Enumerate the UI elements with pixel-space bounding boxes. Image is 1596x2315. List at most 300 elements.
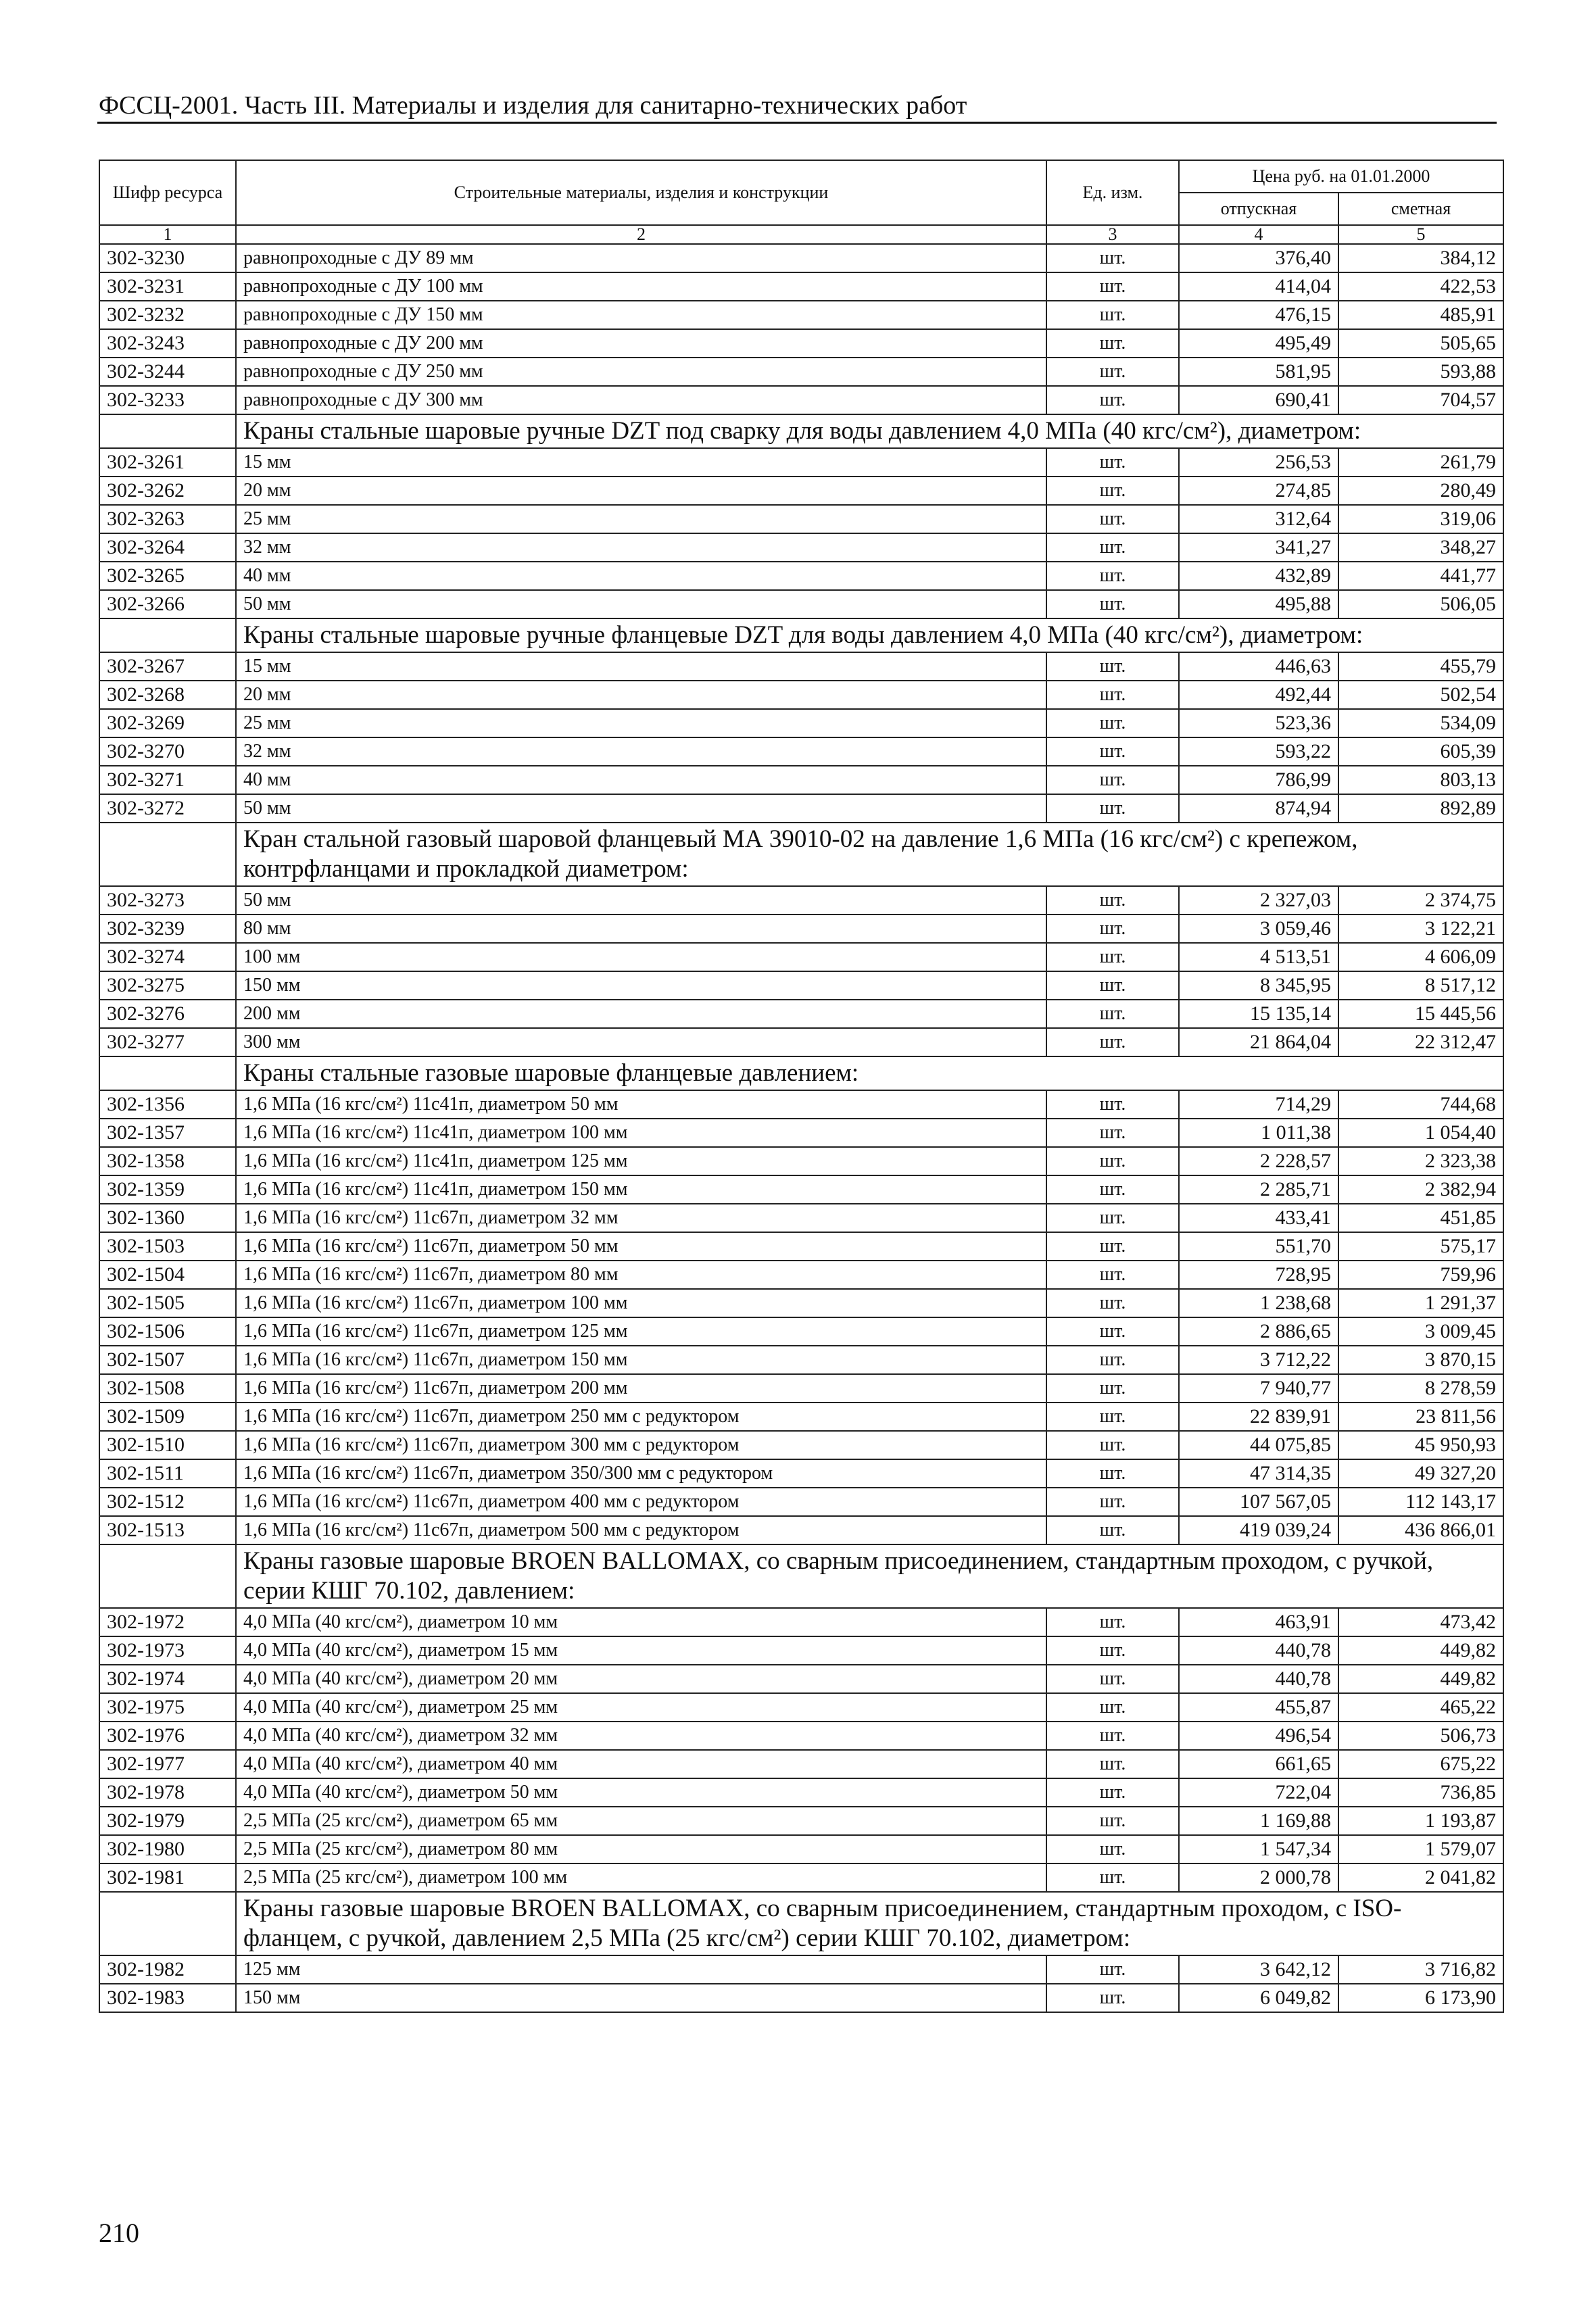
unit-cell: шт. <box>1046 590 1179 618</box>
release-price-cell: 476,15 <box>1179 301 1338 329</box>
name-cell: 80 мм <box>236 915 1046 943</box>
table-row <box>99 737 1503 766</box>
name-cell: 1,6 МПа (16 кгс/см²) 11с41п, диаметром 150 мм <box>236 1175 1046 1204</box>
release-price-cell: 593,22 <box>1179 737 1338 766</box>
release-price-cell: 107 567,05 <box>1179 1488 1338 1516</box>
code-cell: 302-1974 <box>99 1665 236 1693</box>
table-row <box>99 1665 1503 1693</box>
name-cell: 4,0 МПа (40 кгс/см²), диаметром 25 мм <box>236 1693 1046 1722</box>
name-cell: 1,6 МПа (16 кгс/см²) 11с67п, диаметром 500 мм с редуктором <box>236 1516 1046 1544</box>
code-cell: 302-3263 <box>99 505 236 533</box>
unit-cell: шт. <box>1046 386 1179 414</box>
table-row <box>99 1119 1503 1147</box>
group-heading: Краны стальные шаровые ручные фланцевые DZT для воды давлением 4,0 МПа (40 кгс/см²), диаметром: <box>236 618 1503 652</box>
code-cell: 302-3239 <box>99 915 236 943</box>
code-cell <box>99 1892 236 1955</box>
code-cell <box>99 1056 236 1090</box>
estimate-price-cell: 441,77 <box>1338 562 1503 590</box>
group-heading-row <box>99 414 1503 448</box>
name-cell: 4,0 МПа (40 кгс/см²), диаметром 15 мм <box>236 1636 1046 1665</box>
release-price-cell: 256,53 <box>1179 448 1338 477</box>
name-cell: 4,0 МПа (40 кгс/см²), диаметром 50 мм <box>236 1778 1046 1807</box>
name-cell: 40 мм <box>236 562 1046 590</box>
table-row <box>99 766 1503 794</box>
name-cell: 150 мм <box>236 1984 1046 2012</box>
estimate-price-cell: 1 579,07 <box>1338 1835 1503 1863</box>
release-price-cell: 523,36 <box>1179 709 1338 737</box>
price-table <box>99 160 1504 2013</box>
code-cell: 302-3266 <box>99 590 236 618</box>
table-row <box>99 1028 1503 1056</box>
table-row <box>99 448 1503 477</box>
table-row <box>99 1261 1503 1289</box>
estimate-price-cell: 112 143,17 <box>1338 1488 1503 1516</box>
table-row <box>99 386 1503 414</box>
table-row <box>99 272 1503 301</box>
unit-cell: шт. <box>1046 1984 1179 2012</box>
code-cell <box>99 823 236 886</box>
estimate-price-cell: 422,53 <box>1338 272 1503 301</box>
unit-cell: шт. <box>1046 737 1179 766</box>
name-cell: 1,6 МПа (16 кгс/см²) 11с41п, диаметром 100 мм <box>236 1119 1046 1147</box>
estimate-price-cell: 605,39 <box>1338 737 1503 766</box>
unit-cell: шт. <box>1046 1459 1179 1488</box>
column-number: 5 <box>1338 225 1503 244</box>
name-cell: 1,6 МПа (16 кгс/см²) 11с67п, диаметром 150 мм <box>236 1346 1046 1374</box>
unit-cell: шт. <box>1046 1955 1179 1984</box>
table-row <box>99 1317 1503 1346</box>
table-row <box>99 652 1503 681</box>
table-row <box>99 1147 1503 1175</box>
release-price-cell: 661,65 <box>1179 1750 1338 1778</box>
unit-cell: шт. <box>1046 766 1179 794</box>
release-price-cell: 419 039,24 <box>1179 1516 1338 1544</box>
estimate-price-cell: 803,13 <box>1338 766 1503 794</box>
table-body <box>99 244 1503 2012</box>
code-cell: 302-3272 <box>99 794 236 823</box>
unit-cell: шт. <box>1046 1516 1179 1544</box>
name-cell: равнопроходные с ДУ 150 мм <box>236 301 1046 329</box>
unit-cell: шт. <box>1046 505 1179 533</box>
code-cell: 302-3264 <box>99 533 236 562</box>
code-cell: 302-3262 <box>99 477 236 505</box>
estimate-price-cell: 593,88 <box>1338 358 1503 386</box>
code-cell: 302-1512 <box>99 1488 236 1516</box>
table-row <box>99 533 1503 562</box>
group-heading: Краны газовые шаровые BROEN BALLOMAX, со сварным присоединением, стандартным проходом, с ISO-фланцем, с ручкой, давлением 2,5 МПа (25 кгс/см²) серии КШГ 70.102, диаметром: <box>236 1892 1503 1955</box>
table-row <box>99 1608 1503 1636</box>
table-row <box>99 1488 1503 1516</box>
name-cell: равнопроходные с ДУ 100 мм <box>236 272 1046 301</box>
name-cell: 4,0 МПа (40 кгс/см²), диаметром 32 мм <box>236 1722 1046 1750</box>
name-cell: 50 мм <box>236 794 1046 823</box>
table-row <box>99 1807 1503 1835</box>
page-header: ФССЦ-2001. Часть III. Материалы и изделия для санитарно-технических работ <box>99 91 967 120</box>
estimate-price-cell: 3 009,45 <box>1338 1317 1503 1346</box>
unit-cell: шт. <box>1046 943 1179 971</box>
code-cell: 302-1973 <box>99 1636 236 1665</box>
estimate-price-cell: 436 866,01 <box>1338 1516 1503 1544</box>
unit-cell: шт. <box>1046 1317 1179 1346</box>
table-row <box>99 1459 1503 1488</box>
name-cell: 1,6 МПа (16 кгс/см²) 11с67п, диаметром 100 мм <box>236 1289 1046 1317</box>
name-cell: 125 мм <box>236 1955 1046 1984</box>
header-rule <box>97 122 1497 124</box>
estimate-price-cell: 1 193,87 <box>1338 1807 1503 1835</box>
release-price-cell: 4 513,51 <box>1179 943 1338 971</box>
column-number: 4 <box>1179 225 1338 244</box>
table-row <box>99 1204 1503 1232</box>
table-row <box>99 915 1503 943</box>
code-cell: 302-3271 <box>99 766 236 794</box>
estimate-price-cell: 485,91 <box>1338 301 1503 329</box>
group-heading-row <box>99 823 1503 886</box>
table-row <box>99 477 1503 505</box>
unit-cell: шт. <box>1046 1807 1179 1835</box>
release-price-cell: 714,29 <box>1179 1090 1338 1119</box>
unit-cell: шт. <box>1046 886 1179 915</box>
unit-cell: шт. <box>1046 1346 1179 1374</box>
unit-cell: шт. <box>1046 1289 1179 1317</box>
group-heading-row <box>99 1056 1503 1090</box>
release-price-cell: 2 285,71 <box>1179 1175 1338 1204</box>
table-row <box>99 1863 1503 1892</box>
code-cell: 302-1506 <box>99 1317 236 1346</box>
release-price-cell: 495,88 <box>1179 590 1338 618</box>
unit-cell: шт. <box>1046 1835 1179 1863</box>
estimate-price-cell: 1 054,40 <box>1338 1119 1503 1147</box>
estimate-price-cell: 455,79 <box>1338 652 1503 681</box>
unit-cell: шт. <box>1046 709 1179 737</box>
estimate-price-cell: 2 374,75 <box>1338 886 1503 915</box>
unit-cell: шт. <box>1046 244 1179 272</box>
code-cell: 302-3270 <box>99 737 236 766</box>
estimate-price-cell: 23 811,56 <box>1338 1403 1503 1431</box>
estimate-price-cell: 449,82 <box>1338 1636 1503 1665</box>
release-price-cell: 1 238,68 <box>1179 1289 1338 1317</box>
estimate-price-cell: 280,49 <box>1338 477 1503 505</box>
table-row <box>99 1346 1503 1374</box>
estimate-price-cell: 49 327,20 <box>1338 1459 1503 1488</box>
table-row <box>99 1000 1503 1028</box>
unit-cell: шт. <box>1046 533 1179 562</box>
code-cell: 302-3261 <box>99 448 236 477</box>
estimate-price-cell: 465,22 <box>1338 1693 1503 1722</box>
name-cell: 1,6 МПа (16 кгс/см²) 11с67п, диаметром 250 мм с редуктором <box>236 1403 1046 1431</box>
group-heading: Кран стальной газовый шаровой фланцевый МА 39010-02 на давление 1,6 МПа (16 кгс/см²) с крепежом, контрфланцами и прокладкой диаметром: <box>236 823 1503 886</box>
header-code: Шифр ресурса <box>99 160 236 225</box>
table-row <box>99 943 1503 971</box>
table-row <box>99 1778 1503 1807</box>
name-cell: равнопроходные с ДУ 250 мм <box>236 358 1046 386</box>
estimate-price-cell: 736,85 <box>1338 1778 1503 1807</box>
name-cell: 20 мм <box>236 681 1046 709</box>
unit-cell: шт. <box>1046 1693 1179 1722</box>
code-cell: 302-1357 <box>99 1119 236 1147</box>
unit-cell: шт. <box>1046 652 1179 681</box>
code-cell: 302-1503 <box>99 1232 236 1261</box>
release-price-cell: 22 839,91 <box>1179 1403 1338 1431</box>
code-cell <box>99 414 236 448</box>
table-row <box>99 971 1503 1000</box>
release-price-cell: 432,89 <box>1179 562 1338 590</box>
release-price-cell: 274,85 <box>1179 477 1338 505</box>
name-cell: 4,0 МПа (40 кгс/см²), диаметром 10 мм <box>236 1608 1046 1636</box>
code-cell: 302-1359 <box>99 1175 236 1204</box>
estimate-price-cell: 505,65 <box>1338 329 1503 358</box>
name-cell: 150 мм <box>236 971 1046 1000</box>
table-row <box>99 1636 1503 1665</box>
unit-cell: шт. <box>1046 1000 1179 1028</box>
code-cell: 302-3274 <box>99 943 236 971</box>
table-row <box>99 1693 1503 1722</box>
code-cell: 302-1972 <box>99 1608 236 1636</box>
code-cell: 302-1356 <box>99 1090 236 1119</box>
table-row <box>99 590 1503 618</box>
table-row <box>99 709 1503 737</box>
name-cell: 2,5 МПа (25 кгс/см²), диаметром 65 мм <box>236 1807 1046 1835</box>
estimate-price-cell: 8 517,12 <box>1338 971 1503 1000</box>
unit-cell: шт. <box>1046 1488 1179 1516</box>
unit-cell: шт. <box>1046 1175 1179 1204</box>
estimate-price-cell: 15 445,56 <box>1338 1000 1503 1028</box>
unit-cell: шт. <box>1046 1090 1179 1119</box>
name-cell: 1,6 МПа (16 кгс/см²) 11с67п, диаметром 32 мм <box>236 1204 1046 1232</box>
name-cell: равнопроходные с ДУ 89 мм <box>236 244 1046 272</box>
release-price-cell: 728,95 <box>1179 1261 1338 1289</box>
code-cell: 302-1976 <box>99 1722 236 1750</box>
unit-cell: шт. <box>1046 1863 1179 1892</box>
table-row <box>99 505 1503 533</box>
code-cell: 302-1983 <box>99 1984 236 2012</box>
estimate-price-cell: 575,17 <box>1338 1232 1503 1261</box>
name-cell: 1,6 МПа (16 кгс/см²) 11с67п, диаметром 80 мм <box>236 1261 1046 1289</box>
table-row <box>99 886 1503 915</box>
release-price-cell: 690,41 <box>1179 386 1338 414</box>
release-price-cell: 874,94 <box>1179 794 1338 823</box>
code-cell: 302-3231 <box>99 272 236 301</box>
name-cell: равнопроходные с ДУ 300 мм <box>236 386 1046 414</box>
header-unit: Ед. изм. <box>1046 160 1179 225</box>
name-cell: 200 мм <box>236 1000 1046 1028</box>
release-price-cell: 2 886,65 <box>1179 1317 1338 1346</box>
group-heading-row <box>99 1892 1503 1955</box>
release-price-cell: 6 049,82 <box>1179 1984 1338 2012</box>
code-cell: 302-3275 <box>99 971 236 1000</box>
release-price-cell: 3 642,12 <box>1179 1955 1338 1984</box>
estimate-price-cell: 704,57 <box>1338 386 1503 414</box>
name-cell: 1,6 МПа (16 кгс/см²) 11с67п, диаметром 200 мм <box>236 1374 1046 1403</box>
code-cell: 302-3232 <box>99 301 236 329</box>
name-cell: 20 мм <box>236 477 1046 505</box>
name-cell: 1,6 МПа (16 кгс/см²) 11с67п, диаметром 350/300 мм с редуктором <box>236 1459 1046 1488</box>
estimate-price-cell: 45 950,93 <box>1338 1431 1503 1459</box>
table-row <box>99 1722 1503 1750</box>
estimate-price-cell: 506,73 <box>1338 1722 1503 1750</box>
estimate-price-cell: 2 041,82 <box>1338 1863 1503 1892</box>
name-cell: 1,6 МПа (16 кгс/см²) 11с67п, диаметром 400 мм с редуктором <box>236 1488 1046 1516</box>
code-cell: 302-1508 <box>99 1374 236 1403</box>
estimate-price-cell: 744,68 <box>1338 1090 1503 1119</box>
release-price-cell: 446,63 <box>1179 652 1338 681</box>
estimate-price-cell: 319,06 <box>1338 505 1503 533</box>
name-cell: 1,6 МПа (16 кгс/см²) 11с67п, диаметром 300 мм с редуктором <box>236 1431 1046 1459</box>
release-price-cell: 47 314,35 <box>1179 1459 1338 1488</box>
table-row <box>99 244 1503 272</box>
unit-cell: шт. <box>1046 272 1179 301</box>
code-cell: 302-1513 <box>99 1516 236 1544</box>
code-cell: 302-1507 <box>99 1346 236 1374</box>
code-cell: 302-3243 <box>99 329 236 358</box>
unit-cell: шт. <box>1046 301 1179 329</box>
code-cell: 302-3269 <box>99 709 236 737</box>
code-cell: 302-1505 <box>99 1289 236 1317</box>
unit-cell: шт. <box>1046 915 1179 943</box>
name-cell: 15 мм <box>236 448 1046 477</box>
table-row <box>99 1750 1503 1778</box>
release-price-cell: 581,95 <box>1179 358 1338 386</box>
name-cell: 25 мм <box>236 505 1046 533</box>
table-row <box>99 1835 1503 1863</box>
header-price: Цена руб. на 01.01.2000 <box>1179 160 1503 193</box>
estimate-price-cell: 3 716,82 <box>1338 1955 1503 1984</box>
code-cell: 302-3233 <box>99 386 236 414</box>
estimate-price-cell: 2 323,38 <box>1338 1147 1503 1175</box>
group-heading: Краны стальные шаровые ручные DZT под сварку для воды давлением 4,0 МПа (40 кгс/см²), диаметром: <box>236 414 1503 448</box>
code-cell: 302-1979 <box>99 1807 236 1835</box>
estimate-price-cell: 502,54 <box>1338 681 1503 709</box>
unit-cell: шт. <box>1046 1608 1179 1636</box>
code-cell: 302-1975 <box>99 1693 236 1722</box>
unit-cell: шт. <box>1046 477 1179 505</box>
table-row <box>99 358 1503 386</box>
unit-cell: шт. <box>1046 1028 1179 1056</box>
name-cell: 50 мм <box>236 590 1046 618</box>
table-row <box>99 794 1503 823</box>
estimate-price-cell: 8 278,59 <box>1338 1374 1503 1403</box>
code-cell <box>99 618 236 652</box>
table-row <box>99 1090 1503 1119</box>
code-cell: 302-3277 <box>99 1028 236 1056</box>
table-row <box>99 1175 1503 1204</box>
unit-cell: шт. <box>1046 448 1179 477</box>
release-price-cell: 7 940,77 <box>1179 1374 1338 1403</box>
page-number: 210 <box>99 2218 139 2248</box>
release-price-cell: 492,44 <box>1179 681 1338 709</box>
name-cell: 2,5 МПа (25 кгс/см²), диаметром 100 мм <box>236 1863 1046 1892</box>
name-cell: 100 мм <box>236 943 1046 971</box>
unit-cell: шт. <box>1046 1431 1179 1459</box>
estimate-price-cell: 348,27 <box>1338 533 1503 562</box>
release-price-cell: 414,04 <box>1179 272 1338 301</box>
release-price-cell: 496,54 <box>1179 1722 1338 1750</box>
release-price-cell: 786,99 <box>1179 766 1338 794</box>
table-row <box>99 1403 1503 1431</box>
release-price-cell: 495,49 <box>1179 329 1338 358</box>
unit-cell: шт. <box>1046 1750 1179 1778</box>
release-price-cell: 433,41 <box>1179 1204 1338 1232</box>
name-cell: 25 мм <box>236 709 1046 737</box>
unit-cell: шт. <box>1046 681 1179 709</box>
table-row <box>99 1516 1503 1544</box>
table-row <box>99 562 1503 590</box>
estimate-price-cell: 449,82 <box>1338 1665 1503 1693</box>
column-number: 1 <box>99 225 236 244</box>
table-row <box>99 1289 1503 1317</box>
code-cell: 302-1504 <box>99 1261 236 1289</box>
unit-cell: шт. <box>1046 562 1179 590</box>
code-cell: 302-1977 <box>99 1750 236 1778</box>
estimate-price-cell: 1 291,37 <box>1338 1289 1503 1317</box>
unit-cell: шт. <box>1046 358 1179 386</box>
name-cell: 1,6 МПа (16 кгс/см²) 11с67п, диаметром 125 мм <box>236 1317 1046 1346</box>
code-cell: 302-3265 <box>99 562 236 590</box>
code-cell: 302-1978 <box>99 1778 236 1807</box>
unit-cell: шт. <box>1046 1374 1179 1403</box>
group-heading: Краны газовые шаровые BROEN BALLOMAX, со сварным присоединением, стандартным проходом, с ручкой, серии КШГ 70.102, давлением: <box>236 1544 1503 1608</box>
code-cell <box>99 1544 236 1608</box>
release-price-cell: 440,78 <box>1179 1665 1338 1693</box>
table-row <box>99 301 1503 329</box>
estimate-price-cell: 2 382,94 <box>1338 1175 1503 1204</box>
estimate-price-cell: 3 870,15 <box>1338 1346 1503 1374</box>
release-price-cell: 15 135,14 <box>1179 1000 1338 1028</box>
name-cell: 32 мм <box>236 533 1046 562</box>
estimate-price-cell: 4 606,09 <box>1338 943 1503 971</box>
code-cell: 302-1509 <box>99 1403 236 1431</box>
unit-cell: шт. <box>1046 1261 1179 1289</box>
unit-cell: шт. <box>1046 1147 1179 1175</box>
group-heading-row <box>99 618 1503 652</box>
name-cell: 1,6 МПа (16 кгс/см²) 11с41п, диаметром 50 мм <box>236 1090 1046 1119</box>
name-cell: равнопроходные с ДУ 200 мм <box>236 329 1046 358</box>
code-cell: 302-1981 <box>99 1863 236 1892</box>
code-cell: 302-3267 <box>99 652 236 681</box>
table-row <box>99 1984 1503 2012</box>
unit-cell: шт. <box>1046 329 1179 358</box>
release-price-cell: 3 712,22 <box>1179 1346 1338 1374</box>
code-cell: 302-3268 <box>99 681 236 709</box>
estimate-price-cell: 675,22 <box>1338 1750 1503 1778</box>
table-row <box>99 1431 1503 1459</box>
code-cell: 302-1358 <box>99 1147 236 1175</box>
estimate-price-cell: 506,05 <box>1338 590 1503 618</box>
table-row <box>99 681 1503 709</box>
name-cell: 300 мм <box>236 1028 1046 1056</box>
release-price-cell: 3 059,46 <box>1179 915 1338 943</box>
unit-cell: шт. <box>1046 1778 1179 1807</box>
unit-cell: шт. <box>1046 794 1179 823</box>
header-name: Строительные материалы, изделия и конструкции <box>236 160 1046 225</box>
name-cell: 4,0 МПа (40 кгс/см²), диаметром 40 мм <box>236 1750 1046 1778</box>
unit-cell: шт. <box>1046 1232 1179 1261</box>
table-row <box>99 1232 1503 1261</box>
group-heading-row <box>99 1544 1503 1608</box>
estimate-price-cell: 261,79 <box>1338 448 1503 477</box>
estimate-price-cell: 22 312,47 <box>1338 1028 1503 1056</box>
estimate-price-cell: 759,96 <box>1338 1261 1503 1289</box>
release-price-cell: 440,78 <box>1179 1636 1338 1665</box>
estimate-price-cell: 892,89 <box>1338 794 1503 823</box>
name-cell: 32 мм <box>236 737 1046 766</box>
release-price-cell: 2 228,57 <box>1179 1147 1338 1175</box>
unit-cell: шт. <box>1046 1119 1179 1147</box>
code-cell: 302-1360 <box>99 1204 236 1232</box>
unit-cell: шт. <box>1046 971 1179 1000</box>
unit-cell: шт. <box>1046 1722 1179 1750</box>
code-cell: 302-3276 <box>99 1000 236 1028</box>
table-row <box>99 1374 1503 1403</box>
